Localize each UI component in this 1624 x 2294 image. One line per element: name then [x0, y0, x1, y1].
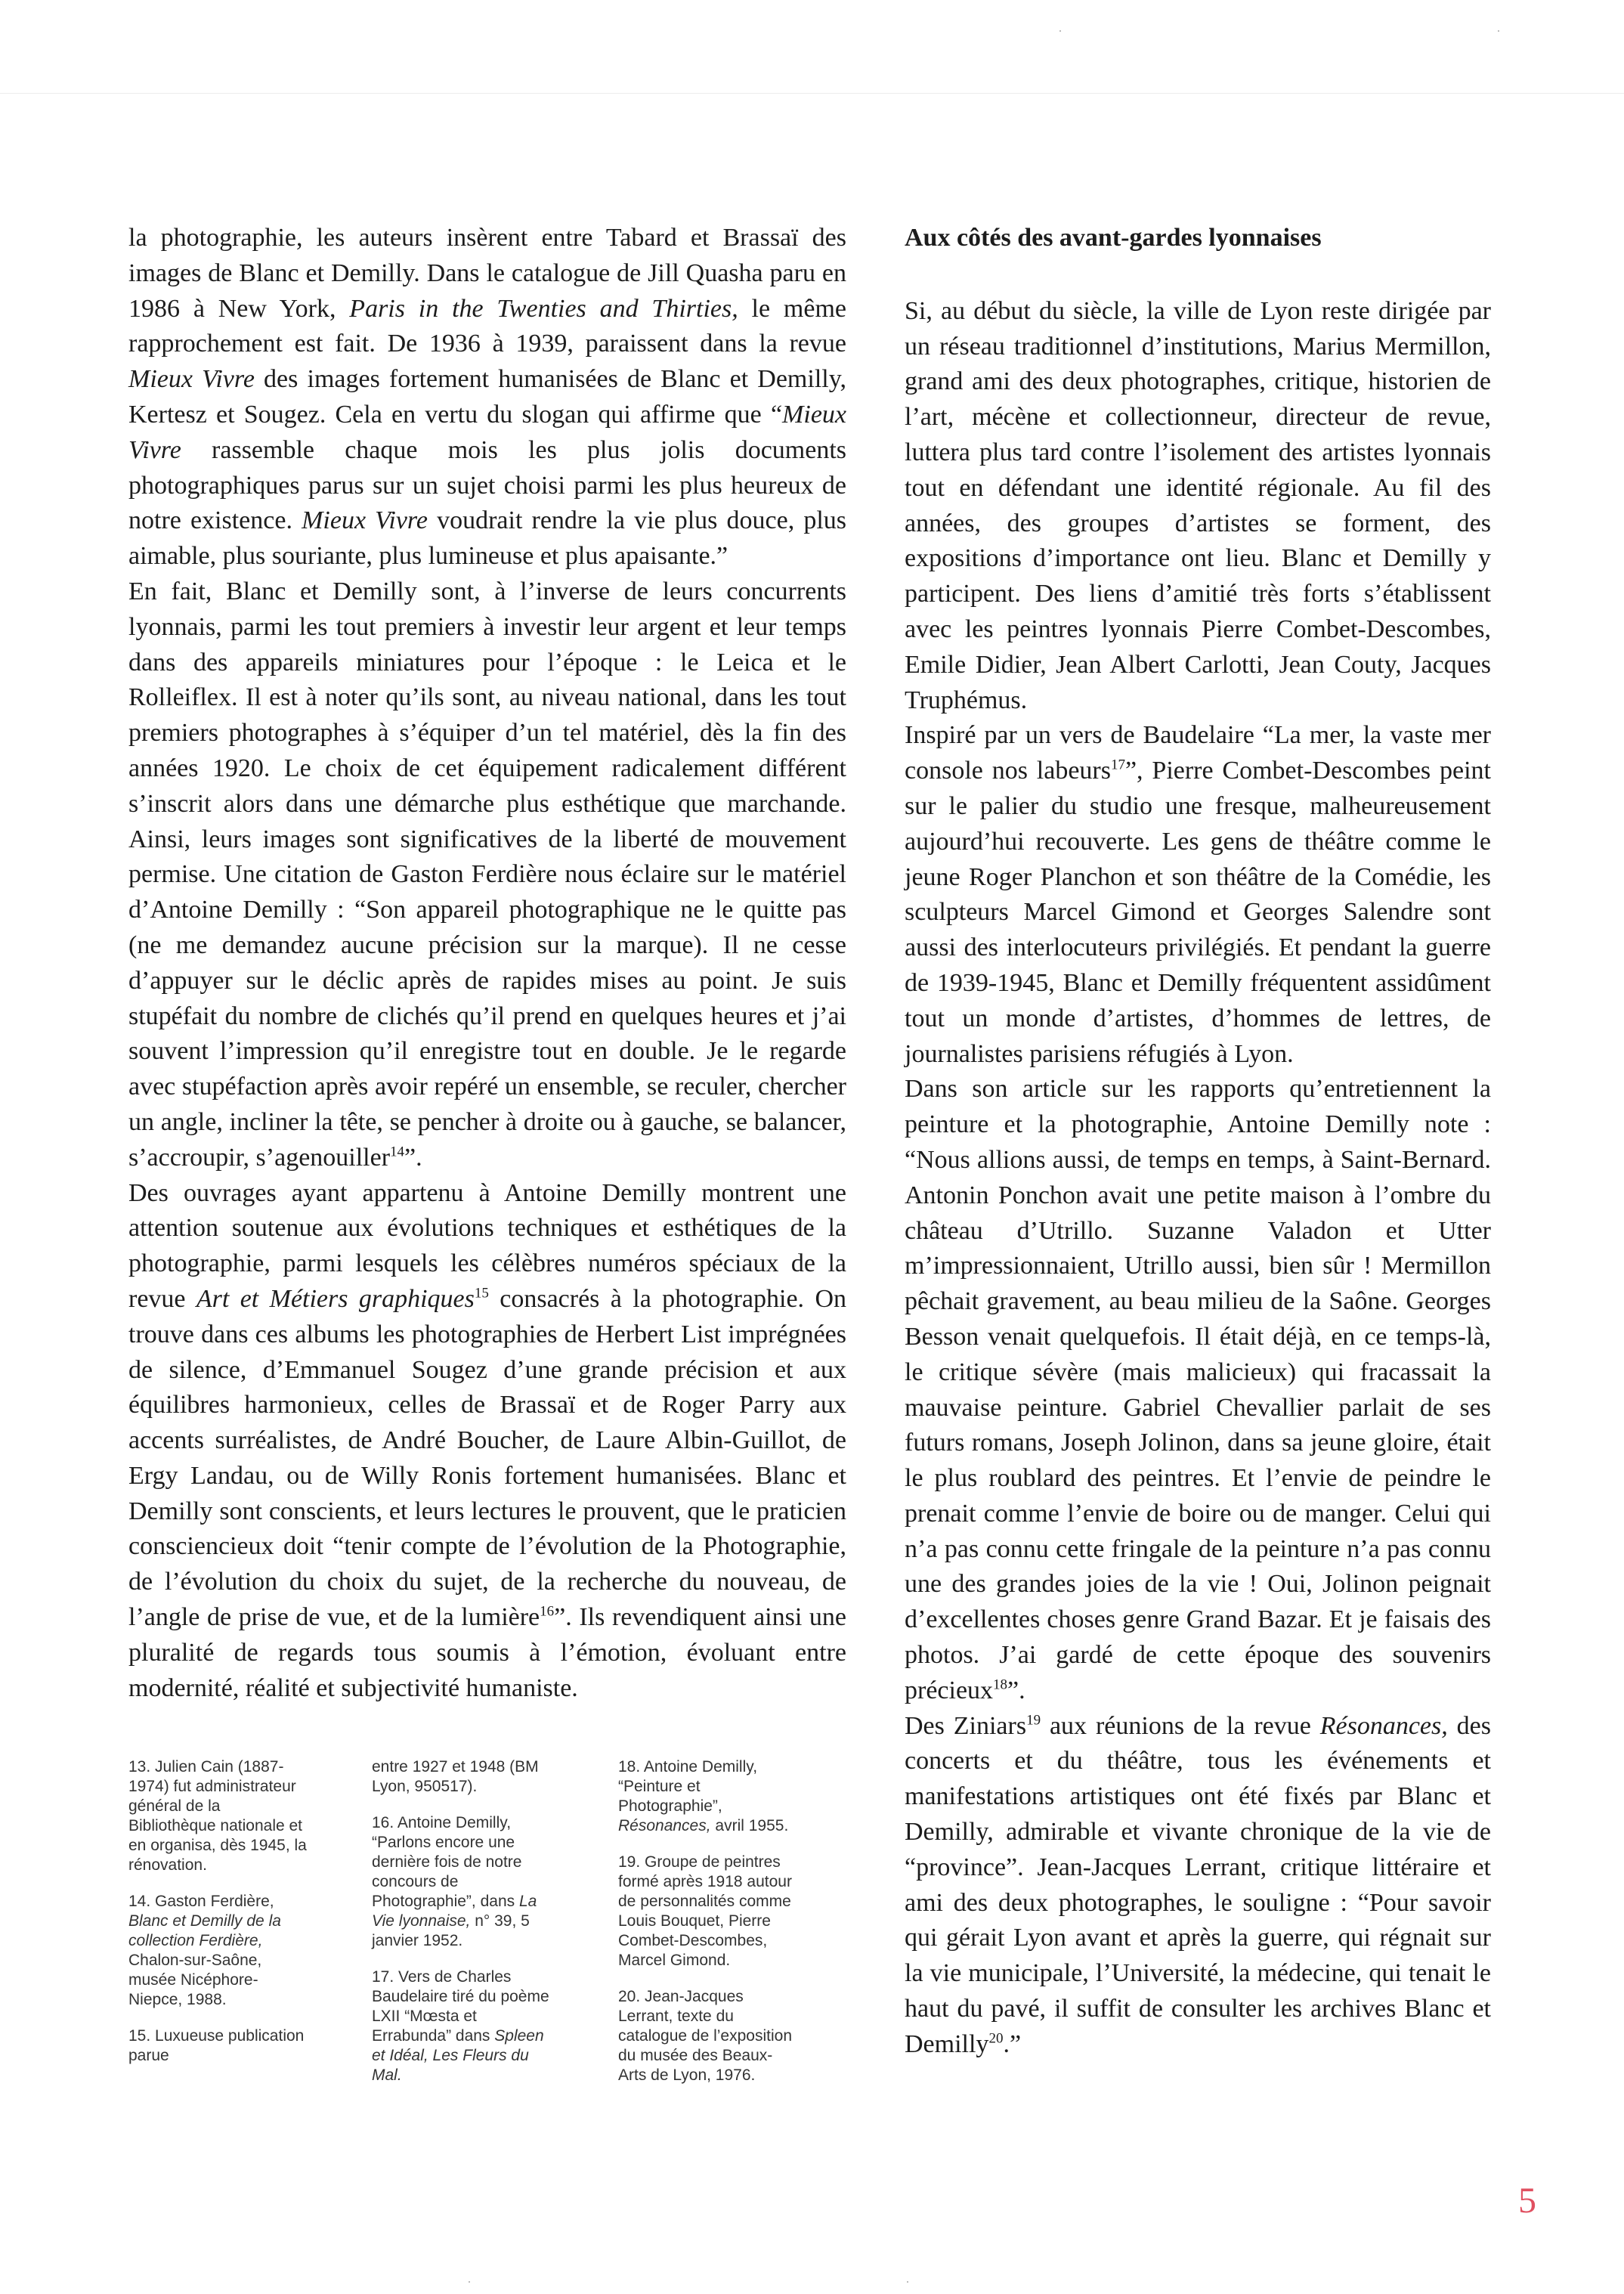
- left-paragraph-2: En fait, Blanc et Demilly sont, à l’inverse de leurs concurrents lyonnais, parmi les tout premiers à investir leur argent et leur temps dans des appareils miniatures pour l’époque : le Leica et le Rolleiflex. Il est à noter qu’ils sont, au niveau national, dans les tout premiers photographes à s’équiper d’un tel matériel, dès la fin des années 1920. Le choix de cet équipement radicalement différent s’inscrit alors dans une démarche plus esthétique que marchande. Ainsi, leurs images sont significatives de la liberté de mouvement permise. Une citation de Gaston Ferdière nous éclaire sur le matériel d’Antoine Demilly : “Son appareil photographique ne le quitte pas (ne me demandez aucune précision sur la marque). Il ne cesse d’appuyer sur le déclic après de rapides mises au point. Je suis stupéfait du nombre de clichés qu’il prend en quelques heures et j’ai souvent l’impression qu’il enregistre tout en double. Je le regarde avec stupéfaction après avoir repéré un ensemble, se reculer, chercher un angle, incliner la tête, se pencher à droite ou à gauche, se balancer, s’accroupir, s’agenouiller$^{14}$”.: [128, 577, 846, 1172]
- scan-speck: [469, 2281, 470, 2283]
- footnote-14: 14. Gaston Ferdière, Blanc et Demilly de la collection Ferdière, Chalon-sur-Saône, musée Nicéphore-Niepce, 1988.: [128, 1893, 281, 2008]
- footnote-15-end: entre 1927 et 1948 (BM Lyon, 950517).: [372, 1758, 539, 1795]
- footnotes-column-3: [618, 1757, 800, 2102]
- left-paragraph-1: la photographie, les auteurs insèrent entre Tabard et Brassaï des images de Blanc et Demilly. Dans le catalogue de Jill Quasha paru en 1986 à New York, Paris in the Twenties and Thirties, le même rapprochement est fait. De 1936 à 1939, paraissent dans la revue Mieux Vivre des images fortement humanisées de Blanc et Demilly, Kertesz et Sougez. Cela en vertu du slogan qui affirme que “Mieux Vivre rassemble chaque mois les plus jolis documents photographiques parus sur un sujet choisi parmi les plus heureux de notre existence. Mieux Vivre voudrait rendre la vie plus douce, plus aimable, plus souriante, plus lumineuse et plus apaisante.”: [128, 224, 846, 571]
- page-number: 5: [1518, 2181, 1536, 2221]
- right-paragraph-2: Inspiré par un vers de Baudelaire “La mer, la vaste mer console nos labeurs$^{17}$”, Pierre Combet-Descombes peint sur le palier du studio une fresque, malheureusement aujourd’hui recouverte. Les gens de théâtre comme le jeune Roger Planchon et son théâtre de la Comédie, les sculpteurs Marcel Gimond et Georges Salendre sont aussi des interlocuteurs privilégiés. Et pendant la guerre de 1939-1945, Blanc et Demilly fréquentent assidûment tout un monde d’artistes, d’hommes de lettres, de journalistes parisiens réfugiés à Lyon.: [905, 721, 1491, 1068]
- footnote-19: 19. Groupe de peintres formé après 1918 autour de personnalités comme Louis Bouquet, Pierre Combet-Descombes, Marcel Gimond.: [618, 1853, 792, 1969]
- left-column: [128, 221, 846, 1706]
- scan-speck: [907, 2281, 908, 2283]
- footnote-15-start: 15. Luxueuse publication parue: [128, 2027, 305, 2064]
- footnote-18: 18. Antoine Demilly, “Peinture et Photographie”, Résonances, avril 1955.: [618, 1758, 789, 1834]
- scan-speck: [1059, 30, 1061, 32]
- footnote-20: 20. Jean-Jacques Lerrant, texte du catalogue de l’exposition du musée des Beaux-Arts de Lyon, 1976.: [618, 1988, 792, 2084]
- right-paragraph-3: Dans son article sur les rapports qu’entretiennent la peinture et la photographie, Antoine Demilly note : “Nous allions aussi, de temps en temps, à Saint-Bernard. Antonin Ponchon avait une petite maison à l’ombre du château d’Utrillo. Suzanne Valadon et Utter m’impressionnaient, Utrillo aussi, bien sûr ! Mermillon pêchait gravement, au beau milieu de la Saône. Georges Besson venait quelquefois. Il était déjà, en ce temps-là, le critique sévère (mais malicieux) qui fracassait la mauvaise peinture. Gabriel Chevallier parlait de ses futurs romans, Joseph Jolinon, dans sa jeune gloire, était le plus roublard des peintres. Et l’envie de peindre le prenait comme l’envie de boire ou de manger. Celui qui n’a pas connu cette fringale de la peinture n’a pas connu une des grandes joies de la vie ! Oui, Jolinon peignait d’excellentes choses genre Grand Bazar. Et je faisais des photos. J’ai gardé de cette époque des souvenirs précieux$^{18}$”.: [905, 1075, 1491, 1704]
- footnotes-column-2: [372, 1757, 553, 2102]
- top-divider: [0, 93, 1624, 94]
- right-column: [905, 221, 1491, 2063]
- footnotes-column-1: [128, 1757, 310, 2082]
- left-paragraph-3: Des ouvrages ayant appartenu à Antoine Demilly montrent une attention soutenue aux évolutions techniques et esthétiques de la photographie, parmi lesquels les célèbres numéros spéciaux de la revue Art et Métiers graphiques$^{15}$ consacrés à la photographie. On trouve dans ces albums les photographies de Herbert List imprégnées de silence, d’Emmanuel Sougez d’une grande précision et aux équilibres harmonieux, celles de Brassaï et de Roger Parry aux accents surréalistes, de André Boucher, de Laure Albin-Guillot, de Ergy Landau, ou de Willy Ronis fortement humanisées. Blanc et Demilly sont conscients, et leurs lectures le prouvent, que le praticien consciencieux doit “tenir compte de l’évolution de la Photographie, de l’évolution du choix du sujet, de la recherche du nouveau, de l’angle de prise de vue, et de la lumière$^{16}$”. Ils revendiquent ainsi une pluralité de regards tous soumis à l’émotion, évoluant entre modernité, réalité et subjectivité humaniste.: [128, 1178, 846, 1702]
- footnote-13: 13. Julien Cain (1887-1974) fut administrateur général de la Bibliothèque nationale et en organisa, dès 1945, la rénovation.: [128, 1758, 307, 1874]
- scan-speck: [1498, 30, 1499, 32]
- right-paragraph-1: Si, au début du siècle, la ville de Lyon reste dirigée par un réseau traditionnel d’institutions, Marius Mermillon, grand ami des deux photographes, critique, historien de l’art, mécène et collectionneur, directeur de revue, luttera plus tard contre l’isolement des artistes lyonnais tout en défendant une identité régionale. Au fil des années, des groupes d’artistes se forment, des expositions d’importance ont lieu. Blanc et Demilly y participent. Des liens d’amitié très forts s’établissent avec les peintres lyonnais Pierre Combet-Descombes, Emile Didier, Jean Albert Carlotti, Jean Couty, Jacques Truphémus.: [905, 296, 1491, 714]
- footnote-16: 16. Antoine Demilly, “Parlons encore une dernière fois de notre concours de Photographie”, dans La Vie lyonnaise, n° 39, 5 janvier 1952.: [372, 1814, 537, 1949]
- section-heading: Aux côtés des avant-gardes lyonnaises: [905, 224, 1322, 252]
- right-paragraph-4: Des Ziniars$^{19}$ aux réunions de la revue Résonances, des concerts et du théâtre, tous les événements et manifestations artistiques ont été fixés par Blanc et Demilly, admirable et vivante chronique de la vie de “province”. Jean-Jacques Lerrant, critique littéraire et ami des deux photographes, le souligne : “Pour savoir qui gérait Lyon avant et après la guerre, qui régnait sur la vie municipale, l’Université, la médecine, qui tenait le haut du pavé, il suffit de consulter les archives Blanc et Demilly$^{20}$.”: [905, 1711, 1491, 2058]
- footnote-17: 17. Vers de Charles Baudelaire tiré du poème LXII “Mœsta et Errabunda” dans Spleen et Idéal, Les Fleurs du Mal.: [372, 1968, 549, 2084]
